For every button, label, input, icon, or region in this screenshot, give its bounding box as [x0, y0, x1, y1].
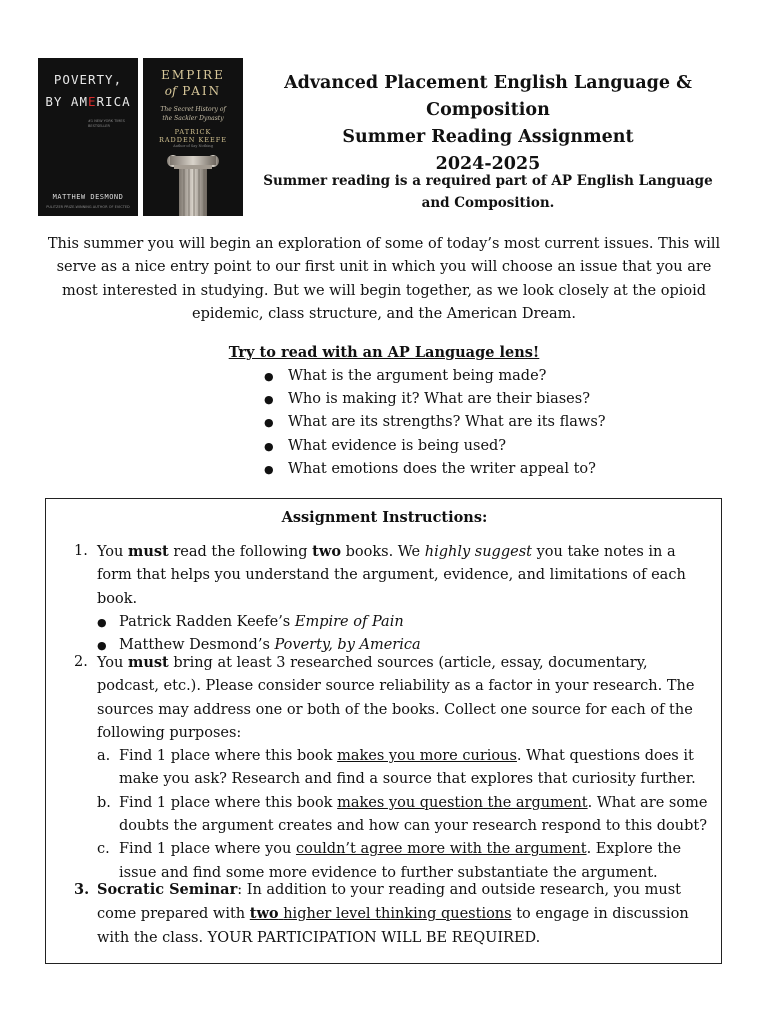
- cover-title: EMPIRE of PAIN: [161, 68, 225, 98]
- cover-author: PATRICK RADDEN KEEFE: [158, 128, 228, 144]
- book-cover-empire-of-pain: [143, 58, 243, 216]
- list-item: c. Find 1 place where you couldn’t agree more with the argument. Explore the issue and find some more evidence to further substantiate the argument.: [97, 841, 682, 881]
- lens-question-list: [264, 365, 606, 481]
- book-cover-poverty-by-america: [38, 58, 138, 216]
- list-item: ● What is the argument being made?: [264, 365, 606, 388]
- list-item: b. Find 1 place where this book makes you question the argument. What are some doubts the argument creates and how can your research respond to this doubt?: [97, 794, 708, 835]
- cover-tagline: Author of Say Nothing: [173, 144, 213, 148]
- box-heading: Assignment Instructions:: [281, 509, 488, 526]
- list-item: ● Patrick Radden Keefe’s Empire of Pain: [97, 613, 404, 630]
- page-title: Advanced Placement English Language & Composition Summer Reading Assignment 2024-2025: [284, 73, 692, 174]
- instruction-item-3: 3. Socratic Seminar: In addition to your reading and outside research, you must come prepared with two higher level thinking questions to engage in discussion with the class. YOUR PARTICIPATION WILL BE REQUIRED.: [74, 881, 689, 946]
- cover-title: POVERTY, BY AMERICA: [45, 72, 131, 109]
- list-item: ● Who is making it? What are their biases?: [264, 388, 606, 411]
- ionic-column-image: [165, 154, 221, 216]
- list-item: a. Find 1 place where this book makes you more curious. What questions does it make you ask? Research and find a source that explores that curiosity further.: [97, 748, 696, 788]
- intro-paragraph: This summer you will begin an exploration of some of today’s most current issues. This will serve as a nice entry point to our first unit in which you will choose an issue that you are most interested in studying. But we will begin together, as we look closely at the opioid epidemic, class structure, and the American Dream.: [47, 236, 721, 322]
- cover-author: MATTHEW DESMOND: [52, 193, 124, 201]
- instruction-item-1: 1. You must read the following two books. We highly suggest you take notes in a form that helps you understand the argument, evidence, and limitations of each book. ● Patrick Radden Keefe’s Empire of Pain ● Matthew Desmond’s Poverty, by America: [74, 540, 714, 657]
- list-item: ● Matthew Desmond’s Poverty, by America: [97, 637, 421, 654]
- cover-tagline: PULITZER PRIZE-WINNING AUTHOR OF EVICTED: [46, 205, 130, 209]
- cover-blurb: #1 NEW YORK TIMES BESTSELLER: [88, 119, 125, 128]
- assignment-instructions-box: [45, 498, 722, 964]
- list-item: ● What emotions does the writer appeal to?: [264, 458, 606, 481]
- instruction-item-2: 2. You must bring at least 3 researched sources (article, essay, documentary, podcast, etc.). Please consider source reliability as a factor in your research. The sources may address one or both of the books. Collect one source for each of the following purposes: a. Find 1 place where this book makes you more curious. What questions does it make you ask? Research and find a source that explores that curiosity further. b. Find 1 place where this book makes you question the argument. What are some doubts the argument creates and how can your research respond to this doubt? c. Find 1 place where you couldn’t agree more with the argument. Explore the issue and find some more evidence to further substantiate the argument.: [74, 651, 714, 885]
- cover-subtitle: The Secret History of the Sackler Dynasty: [160, 106, 226, 122]
- intro-statement: Summer reading is a required part of AP English Language and Composition.: [263, 173, 713, 211]
- lens-heading: Try to read with an AP Language lens!: [228, 344, 540, 361]
- list-item: ● What evidence is being used?: [264, 435, 606, 458]
- list-item: ● What are its strengths? What are its flaws?: [264, 411, 606, 434]
